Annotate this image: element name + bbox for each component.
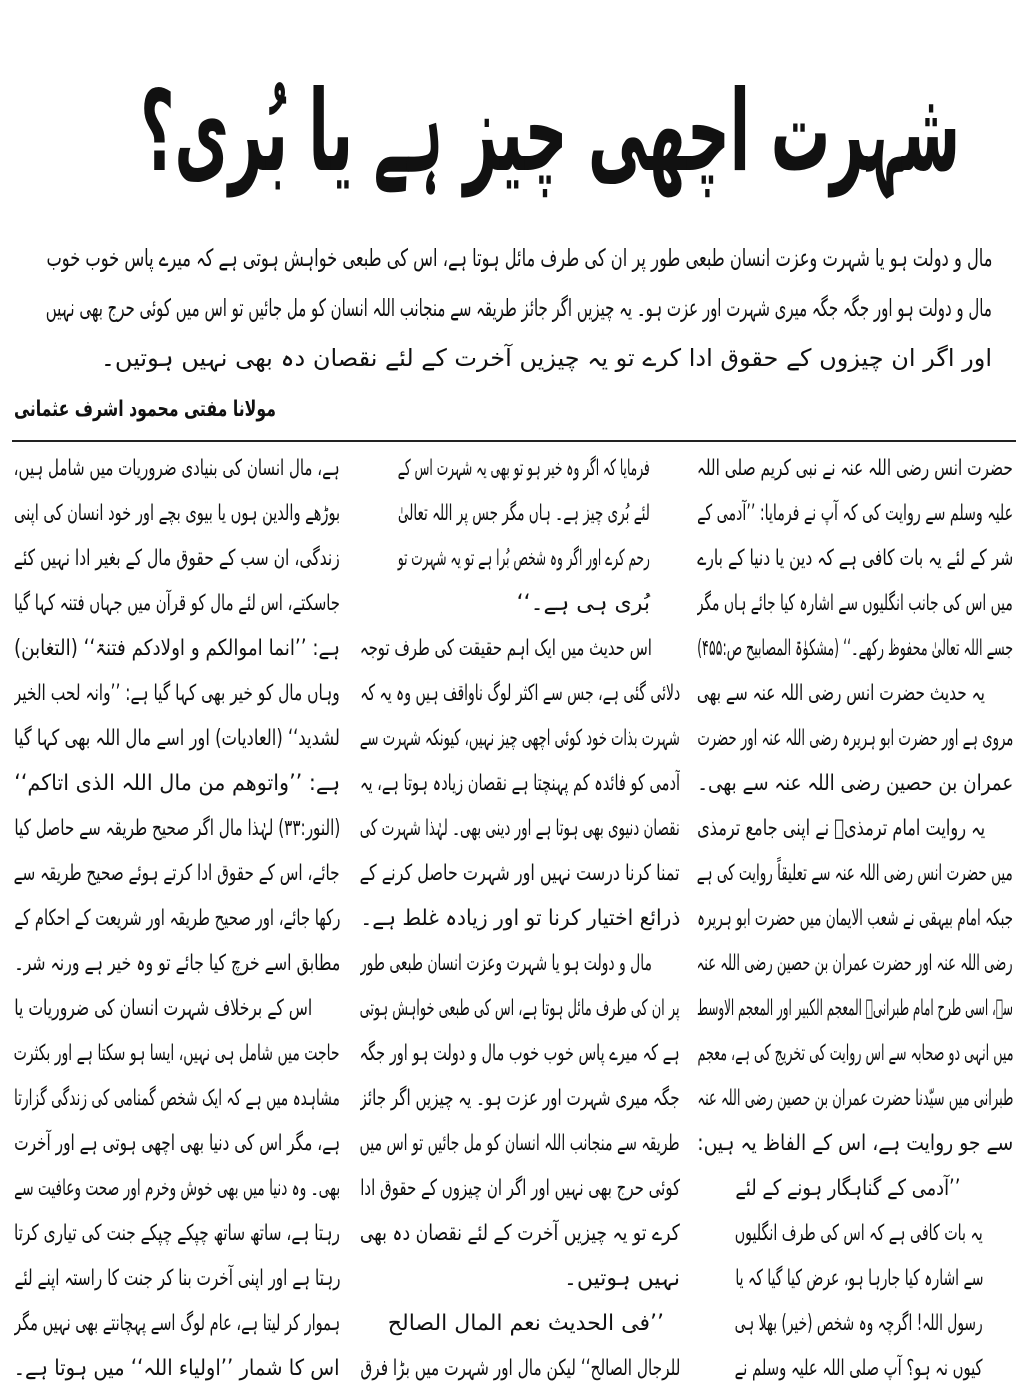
column-line (14, 1346, 340, 1386)
quote-line (360, 536, 680, 581)
article-title (140, 52, 960, 212)
intro-line (46, 283, 992, 333)
line-text: سے، اسی طرح امام طبرانیؒ المعجم الکبیر اور المعجم الاوسط (697, 996, 1013, 1021)
column-line (14, 626, 340, 671)
column-line (14, 1301, 340, 1346)
column-line (697, 626, 1013, 671)
column-line (360, 896, 680, 941)
quote-line (697, 1301, 1013, 1346)
column-line (360, 1256, 680, 1301)
line-text: آدمی کو فائدہ کم پہنچتا ہے نقصان زیادہ ہوتا ہے، یہ (360, 771, 680, 796)
column-line (360, 806, 680, 851)
header-rule (12, 440, 1016, 442)
intro-line (46, 233, 992, 283)
intro-line-text: مال و دولت ہو یا شہرت وعزت انسان طبعی طور پر ان کی طرف مائل ہوتا ہے، اس کی طبعی خواہش ہوتی ہے کہ میرے پاس خوب خوب (46, 244, 992, 272)
column-line (360, 716, 680, 761)
intro-line-text: اور اگر ان چیزوں کے حقوق ادا کرے تو یہ چیزیں آخرت کے لئے نقصان دہ بھی نہیں ہوتیں۔ (100, 344, 992, 372)
line-text: مروی ہے اور حضرت ابو ہریرہ رضی اللہ عنہ اور حضرت (697, 726, 1013, 751)
article-title-text: شہرت اچھی چیز ہے یا بُری؟ (139, 67, 960, 197)
quote-line (697, 1211, 1013, 1256)
column-line (14, 1256, 340, 1301)
column-middle (360, 446, 680, 1386)
column-line (14, 581, 340, 626)
column-line (697, 716, 1013, 761)
column-line (14, 896, 340, 941)
line-text: سے جو روایت ہے، اس کے الفاظ یہ ہیں: (697, 1131, 1013, 1156)
line-text: بوڑھے والدین ہوں یا بیوی بچے اور خود انسان کی اپنی (14, 501, 340, 526)
line-text: نقصان دنیوی بھی ہوتا ہے اور دینی بھی۔ لہٰذا شہرت کی (360, 816, 680, 841)
column-line (14, 536, 340, 581)
line-text: طبرانی میں سیّدنا حضرت عمران بن حصین رضی اللہ عنہ (697, 1086, 1013, 1111)
column-line (360, 986, 680, 1031)
line-text: رکھا جائے، اور صحیح طریقہ اور شریعت کے احکام کے (14, 906, 340, 931)
line-text: وہاں مال کو خیر بھی کہا گیا ہے: ’’وانہ لحب الخیر (14, 681, 340, 706)
line-text: دلائی گئی ہے، جس سے اکثر لوگ ناواقف ہیں وہ یہ کہ (360, 681, 680, 706)
line-text: حضرت انس رضی اللہ عنہ نے نبی کریم صلی اللہ (697, 456, 1013, 481)
intro-line-text: مال و دولت ہو اور جگہ جگہ میری شہرت اور عزت ہو۔ یہ چیزیں اگر جائز طریقہ سے منجانب اللہ انسان کو مل جائیں تو اس میں کوئی حرج بھی نہیں (45, 294, 992, 322)
column-line (14, 1166, 340, 1211)
column-line (14, 491, 340, 536)
quote-line (697, 1256, 1013, 1301)
line-text: حاجت میں شامل ہی نہیں، ایسا ہو سکتا ہے اور بکثرت (14, 1041, 340, 1066)
column-line (14, 851, 340, 896)
line-text: اس کے برخلاف شہرت انسان کی ضروریات یا (14, 996, 312, 1021)
column-line (14, 986, 340, 1031)
line-text: مشاہدہ میں ہے کہ ایک شخص گمنامی کی زندگی گزارتا (14, 1086, 340, 1111)
line-text: جائے، اس کے حقوق ادا کرتے ہوئے صحیح طریقہ سے (14, 861, 340, 886)
quote-line (360, 491, 680, 536)
column-line (360, 626, 680, 671)
column-line (697, 536, 1013, 581)
column-line (697, 806, 1013, 851)
line-text: مطابق اسے خرچ کیا جائے تو وہ خیر ہے ورنہ شر۔ (14, 951, 340, 976)
column-line (360, 1031, 680, 1076)
intro-line (46, 333, 992, 383)
column-line (360, 851, 680, 896)
line-text: زندگی، ان سب کے حقوق مال کے بغیر ادا نہیں کئے (14, 546, 340, 571)
line-text: میں حضرت انس رضی اللہ عنہ سے تعلیقاً روایت کی ہے (697, 861, 1013, 886)
line-text: ہے، مال انسان کی بنیادی ضروریات میں شامل ہیں، (14, 456, 340, 481)
column-line (697, 491, 1013, 536)
column-right (697, 446, 1013, 1386)
column-line (360, 1301, 680, 1346)
column-line (360, 1211, 680, 1256)
line-text: تمنا کرنا درست نہیں اور شہرت حاصل کرنے کے (360, 861, 680, 886)
line-text: بھی۔ وہ دنیا میں بھی خوش وخرم اور صحت وعافیت سے (14, 1176, 340, 1201)
column-line (697, 896, 1013, 941)
line-text: ہے: ’’انما اموالکم و اولادکم فتنۃ‘‘ (التغابن) (14, 636, 340, 661)
line-text: یہ بات کافی ہے کہ اس کی طرف انگلیوں (734, 1221, 983, 1246)
column-line (14, 941, 340, 986)
line-text: فرمایا کہ اگر وہ خیر ہو تو بھی یہ شہرت اس کے (397, 456, 650, 481)
line-text: لشدید‘‘ (العادیات) اور اسے مال اللہ بھی کہا گیا (14, 726, 340, 751)
quote-line (697, 1346, 1013, 1386)
line-text: اس کا شمار ’’اولیاء اللہ‘‘ میں ہوتا ہے۔ (14, 1356, 340, 1381)
line-text: شہرت بذات خود کوئی اچھی چیز نہیں، کیونکہ شہرت سے (360, 726, 680, 751)
line-text: جاسکتے، اس لئے مال کو قرآن میں جہاں فتنہ کہا گیا (14, 591, 340, 616)
line-text: رہتا ہے اور اپنی آخرت بنا کر جنت کا راستہ اپنے لئے (14, 1266, 340, 1291)
column-line (697, 986, 1013, 1031)
line-text: جبکہ امام بیہقی نے شعب الایمان میں حضرت ابو ہریرہ (697, 906, 1013, 931)
column-line (360, 1076, 680, 1121)
column-line (360, 671, 680, 716)
line-text: کوئی حرج بھی نہیں اور اگر ان چیزوں کے حقوق ادا (360, 1176, 680, 1201)
column-line (697, 671, 1013, 716)
column-line (360, 941, 680, 986)
line-text: میں انہی دو صحابہ سے اس روایت کی تخریج کی ہے، معجم (697, 1041, 1013, 1066)
line-text: عمران بن حصین رضی اللہ عنہ سے بھی۔ (697, 771, 1013, 796)
line-text: ’’آدمی کے گناہگار ہونے کے لئے (734, 1176, 960, 1201)
quote-line (360, 446, 680, 491)
column-line (697, 1076, 1013, 1121)
quote-line (360, 581, 680, 626)
line-text: اس حدیث میں ایک اہم حقیقت کی طرف توجہ (360, 636, 652, 661)
column-line (360, 761, 680, 806)
column-line (697, 446, 1013, 491)
line-text: جگہ میری شہرت اور عزت ہو۔ یہ چیزیں اگر جائز (360, 1086, 680, 1111)
quote-line (697, 1166, 1013, 1211)
column-line (697, 941, 1013, 986)
column-line (14, 806, 340, 851)
column-line (14, 761, 340, 806)
column-line (14, 1121, 340, 1166)
line-text: طریقہ سے منجانب اللہ انسان کو مل جائیں تو اس میں (360, 1131, 680, 1156)
column-line (14, 1211, 340, 1256)
column-line (14, 671, 340, 716)
line-text: للرجال الصالح‘‘ لیکن مال اور شہرت میں بڑا فرق (360, 1356, 680, 1381)
line-text: شر کے لئے یہ بات کافی ہے کہ دین یا دنیا کے بارے (697, 546, 1013, 571)
column-line (360, 1166, 680, 1211)
line-text: علیہ وسلم سے روایت کی کہ آپ نے فرمایا: ’’آدمی کے (697, 501, 1013, 526)
column-line (14, 716, 340, 761)
line-text: بُری ہی ہے۔‘‘ (516, 591, 650, 616)
line-text: سے اشارہ کیا جارہا ہو، عرض کیا گیا کہ یا (735, 1266, 983, 1291)
column-left (14, 446, 340, 1386)
line-text: لئے بُری چیز ہے۔ ہاں مگر جس پر اللہ تعالیٰ (397, 501, 650, 526)
author-byline (14, 388, 276, 432)
column-line (360, 1346, 680, 1386)
line-text: کرے تو یہ چیزیں آخرت کے لئے نقصان دہ بھی (360, 1221, 680, 1246)
author-name: مولانا مفتی محمود اشرف عثمانی (14, 397, 276, 422)
column-line (697, 1031, 1013, 1076)
line-text: رہتا ہے، ساتھ ساتھ چپکے چپکے جنت کی تیاری کرتا (14, 1221, 340, 1246)
column-line (697, 761, 1013, 806)
line-text: جسے اللہ تعالیٰ محفوظ رکھے۔‘‘ (مشکوٰۃ المصابیح ص:۴۵۵) (697, 636, 1013, 661)
line-text: ہے، مگر اس کی دنیا بھی اچھی ہوتی ہے اور آخرت (14, 1131, 340, 1156)
line-text: نہیں ہوتیں۔ (563, 1266, 680, 1291)
line-text: ہے: ’’واتوھم من مال اللہ الذی اتاکم‘‘ (14, 771, 340, 796)
line-text: رسول اللہ! اگرچہ وہ شخص (خیر) بھلا ہی (735, 1311, 983, 1336)
line-text: ہموار کر لیتا ہے، عام لوگ اسے پہچانتے بھی نہیں مگر (14, 1311, 340, 1336)
column-line (14, 1076, 340, 1121)
line-text: یہ حدیث حضرت انس رضی اللہ عنہ سے بھی (697, 681, 985, 706)
line-text: یہ روایت امام ترمذیؒ نے اپنی جامع ترمذی (697, 816, 985, 841)
column-line (697, 851, 1013, 896)
line-text: ہے کہ میرے پاس خوب خوب مال و دولت ہو اور جگہ (360, 1041, 680, 1066)
column-line (697, 581, 1013, 626)
line-text: رضی اللہ عنہ اور حضرت عمران بن حصین رضی اللہ عنہ (697, 951, 1013, 976)
intro-paragraph (46, 233, 992, 383)
column-line (14, 446, 340, 491)
line-text: ’’فی الحدیث نعم المال الصالح (387, 1311, 664, 1336)
column-line (360, 1121, 680, 1166)
line-text: (النور:۳۳) لہٰذا مال اگر صحیح طریقہ سے حاصل کیا (14, 816, 340, 841)
line-text: پر ان کی طرف مائل ہوتا ہے، اس کی طبعی خواہش ہوتی (360, 996, 680, 1021)
line-text: رحم کرے اور اگر وہ شخص بُرا ہے تو یہ شہرت تو (398, 546, 650, 571)
line-text: مال و دولت ہو یا شہرت وعزت انسان طبعی طور (360, 951, 652, 976)
column-line (697, 1121, 1013, 1166)
column-line (14, 1031, 340, 1076)
line-text: کیوں نہ ہو؟ آپ صلی اللہ علیہ وسلم نے (735, 1356, 983, 1381)
line-text: ذرائع اختیار کرنا تو اور زیادہ غلط ہے۔ (360, 906, 680, 931)
line-text: میں اس کی جانب انگلیوں سے اشارہ کیا جائے ہاں مگر (697, 591, 1013, 616)
